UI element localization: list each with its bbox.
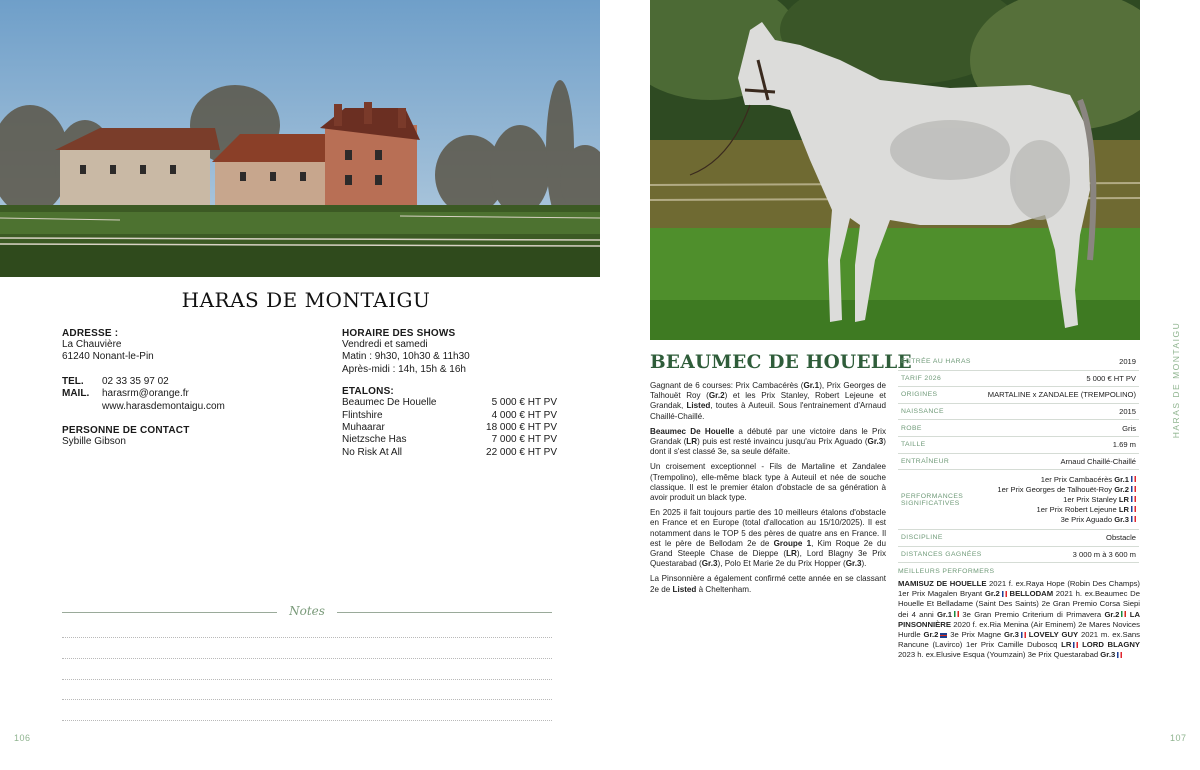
etalon-name: Muhaarar [342,422,385,434]
address-line-2: 61240 Nonant-le-Pin [62,351,154,363]
flag-france-icon [1021,632,1026,638]
flag-france-icon [1131,506,1136,512]
mail-value[interactable]: harasrm@orange.fr [102,388,189,400]
horse-photo [650,0,1140,340]
flag-france-icon [1131,476,1136,482]
fact-row: DISTANCES GAGNÉES 3 000 m à 3 600 m [898,547,1139,564]
contact-label: PERSONNE DE CONTACT [62,425,190,437]
side-label-text: HARAS DE MONTAIGU [1171,321,1181,439]
tel-value[interactable]: 02 33 35 97 02 [102,375,169,387]
notes-label: Notes [289,604,325,618]
notes-line[interactable] [62,720,552,721]
fact-row-performances: PERFORMANCES SIGNIFICATIVES 1er Prix Cambacérès Gr.1 1er Prix Georges de Talhouët-Roy Gr.2 1er Prix Stanley LR 1er Prix Robert Lejeune LR 3e Prix Aguado Gr.3 [898,470,1139,530]
fact-row: TAILLE 1.69 m [898,437,1139,454]
best-performers-text: MAMISUZ DE HOUELLE 2021 f. ex.Raya Hope (Robin Des Champs) 1er Prix Magalen Bryant Gr.2 BELLODAM 2021 h. ex.Beaumec De Houelle Et Belladame (Saint Des Saints) 2e Gran Premio Corsa Siepi dei 4 anni Gr.1 3e Gran Premio Criterium di Primavera Gr.2 LA PINSONNIÈRE 2020 f. ex.Ria Menina (Air Eminem) 2e Mares Novices Hurdle Gr.2 3e Prix Magne Gr.3 LOVELY GUY 2021 m. ex.Sans Rancune (Lavirco) 1er Prix Camille Duboscq LR LORD BLAGNY 2023 h. ex.Elusive Esqua (Youmzain) 3e Prix Questarabad Gr.3 [898,579,1141,660]
etalon-name: Beaumec De Houelle [342,397,437,409]
fact-row: ENTRÉE AU HARAS 2019 [898,354,1139,371]
perf-line: 1er Prix Stanley LR [997,495,1136,505]
shows-column [342,328,557,459]
etalon-price: 22 000 € HT PV [486,446,557,458]
perf-line: 3e Prix Aguado Gr.3 [997,515,1136,525]
etalon-name: Flintshire [342,409,383,421]
flag-uk-icon [940,633,947,638]
tel-row [62,376,302,388]
paragraph-wins: Gagnant de 6 courses: Prix Cambacérès (Gr.1), Prix Georges de Talhouët Roy (Gr.2) et les Prix Stanley, Robert Lejeune et Grandak, Listed, toutes à Auteuil. Sous l'entrainement d'Arnaud Chaillé-Chaillé. [650,381,886,421]
address-line-1: La Chauvière [62,339,122,350]
paragraph-pedigree: Un croisement exceptionnel - Fils de Martaline et Zandalee (Trempolino), elle-même black type à Auteuil et née de souche classique. Il est le premier étalon d'obstacle de sa génération à avoir produit un black type. [650,462,886,503]
notes-line[interactable] [62,637,552,638]
flag-france-icon [1131,486,1136,492]
flag-france-icon [1131,516,1136,522]
shows-label: HORAIRE DES SHOWS [342,328,456,339]
shows-morning: Matin : 9h30, 10h30 & 11h30 [342,351,470,363]
mail-label: MAIL. [62,388,90,400]
etalon-name: Nietzsche Has [342,434,407,446]
haras-title: HARAS DE MONTAIGU [181,288,431,312]
etalon-price: 7 000 € HT PV [491,434,557,446]
flag-france-icon [1117,652,1122,658]
etalon-price: 4 000 € HT PV [491,409,557,421]
fact-row: ORIGINES MARTALINE x ZANDALEE (TREMPOLINO) [898,387,1139,404]
mail-row [62,388,302,400]
paragraph-debut: Beaumec De Houelle a débuté par une victoire dans le Prix Grandak (LR) puis est resté invaincu jusqu'au Prix Aguado (Gr.3) dont il s'est classé 3e, sa seule défaite. [650,426,886,457]
fact-row: NAISSANCE 2015 [898,404,1139,421]
fact-row: TARIF 2026 5 000 € HT PV [898,371,1139,388]
shows-days: Vendredi et samedi [342,339,428,350]
address-label: ADRESSE : [62,328,119,339]
chateau-photo [0,0,600,277]
etalon-price: 5 000 € HT PV [491,397,557,409]
etalon-row [342,422,557,434]
etalon-price: 18 000 € HT PV [486,422,557,434]
paragraph-stud-record: En 2025 il fait toujours partie des 10 meilleurs étalons d'obstacle en France et en Europe (total d'allocation au 15/10/2025). Il est notamment dans le TOP 5 des pères de quatre ans en France. Il est le père de Bellodam 2e de Groupe 1, Kim Roque 2e du Grand Steeple Chase de Dieppe (LR), Lord Blagny 3e Prix Questarabad (Gr.3), Polo Et Marie 2e du Prix Hopper (Gr.3). [650,508,887,569]
fact-row: DISCIPLINE Obstacle [898,530,1139,547]
etalon-row [342,447,557,459]
etalon-row [342,410,557,422]
fact-row: ROBE Gris [898,420,1139,437]
perf-line: 1er Prix Robert Lejeune LR [997,505,1136,515]
flag-italy-icon [1121,611,1126,617]
contact-column [62,328,302,448]
etalons-label: ETALONS: [342,386,394,398]
notes-line[interactable] [62,658,552,659]
page-number-left: 106 [14,733,31,743]
facts-table [898,354,1139,563]
page-number-right: 107 [1170,733,1187,743]
horse-description [650,381,886,600]
web-row [62,401,302,413]
flag-france-icon [1002,591,1007,597]
perf-line: 1er Prix Georges de Talhouët-Roy Gr.2 [997,485,1136,495]
horse-title: BEAUMEC DE HOUELLE [650,352,912,373]
notes-line[interactable] [62,699,552,700]
etalon-row [342,397,557,409]
perf-line: 1er Prix Cambacérès Gr.1 [997,475,1136,485]
flag-france-icon [1131,496,1136,502]
etalon-row [342,434,557,446]
website-link[interactable]: www.harasdemontaigu.com [102,400,225,412]
flag-france-icon [1073,642,1078,648]
side-label [1169,310,1183,450]
notes-line[interactable] [62,679,552,680]
fact-row: ENTRAÎNEUR Arnaud Chaillé-Chaillé [898,454,1139,471]
best-performers-label: MEILLEURS PERFORMERS [898,568,995,575]
paragraph-pinsonniere: La Pinsonnière a également confirmé cette année en se classant 2e de Listed à Cheltenham. [650,574,886,594]
notes-header [62,604,552,620]
tel-label: TEL. [62,375,84,387]
etalon-name: No Risk At All [342,446,403,458]
shows-afternoon: Après-midi : 14h, 15h & 16h [342,363,466,375]
contact-name: Sybille Gibson [62,436,126,448]
